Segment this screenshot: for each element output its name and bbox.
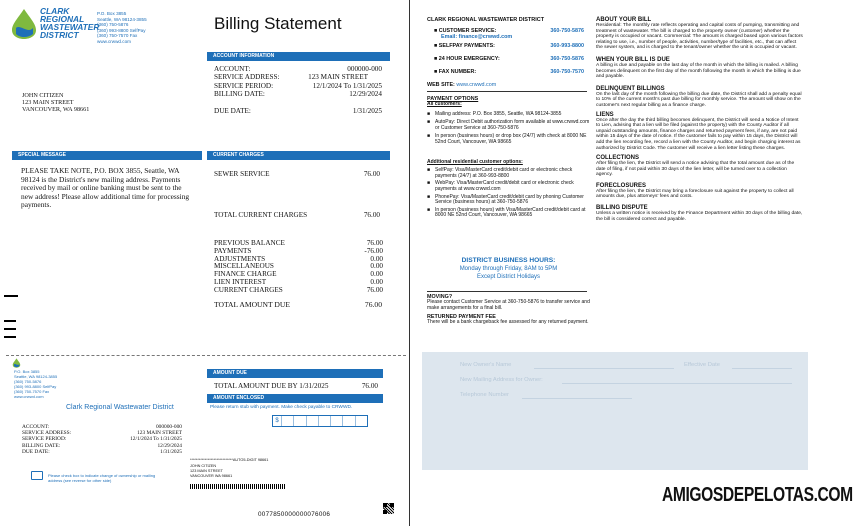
payment-option-item: ■ SelfPay: Visa/MasterCard credit/debit card or electronic check payments (24/7) at 360-993-8800	[427, 167, 573, 179]
address-line: Seattle, WA 98124-3855	[97, 16, 147, 22]
total-amount-due-row: TOTAL AMOUNT DUE 76.00	[214, 300, 382, 309]
stub-total-due-row: TOTAL AMOUNT DUE BY 1/31/2025 76.00	[214, 382, 378, 390]
hours-title: DISTRICT BUSINESS HOURS:	[461, 257, 556, 264]
when-due-header: WHEN YOUR BILL IS DUE	[596, 56, 670, 63]
due-date-row: DUE DATE: 1/31/2025	[214, 107, 382, 116]
scanline: 0077850000000076006	[258, 511, 331, 518]
fold-mark	[4, 336, 16, 338]
stub-row: SERVICE PERIOD: 12/1/2024 To 1/31/2025	[22, 436, 182, 443]
summary-row: PAYMENTS -76.00	[214, 246, 383, 255]
contact-row: ■ SELFPAY PAYMENTS: 360-993-8800	[434, 43, 584, 49]
balance-summary	[214, 240, 383, 295]
payment-option-item: ■ In person (business hours) or drop box (24/7) with check at 8000 NE 52nd Court, Vancouver, WA 98665	[427, 133, 587, 145]
returned-fee-text: There will be a bank chargeback fee assessed for any returned payment.	[427, 319, 589, 326]
address-line: (360) 993-8800 SelfPay	[97, 27, 146, 33]
website-line: WEB SITE: www.crwwd.com	[427, 82, 497, 88]
ownership-change-checkbox[interactable]	[31, 471, 43, 480]
total-current-charges-row: TOTAL CURRENT CHARGES 76.00	[214, 211, 380, 219]
dollar-sign: $	[273, 416, 282, 426]
summary-row: CURRENT CHARGES 76.00	[214, 285, 383, 294]
address-line: (360) 993-8800 SelfPay	[14, 384, 57, 389]
collections-text: After filing the lien, the District will send a notice advising that the total amount due as of the date of filing, if not paid within 30 days of the lien letter, will be turned over to a collection agency.	[596, 161, 795, 178]
dispute-text: Unless a written notice is received by the Finance Department within 30 days of the billing date, the bill is considered correct and payable.	[596, 211, 803, 222]
statement-front-page	[0, 0, 408, 526]
new-address-label: New Mailing Address for Owner:	[460, 377, 543, 383]
effective-date-label: Effective Date	[684, 362, 720, 368]
about-header: ABOUT YOUR BILL	[596, 17, 652, 23]
ownership-form	[422, 352, 808, 470]
account-info	[214, 65, 382, 115]
liens-text: Once after the day the third billing becomes delinquent, the District will send a Notice of Intent to Lien, advising that a lien will be filed (against the property) with the County Auditor if all unpaid outstanding amounts, finance charges and returned payment fees, if any, are not paid within 15 days of the date of notice. If the customer fails to pay within 15 days, the District will add the lien recording fee, record a lien with the County Auditor, and begin charging interest as authorized by District Code. The customer will receive a lien letter listing these charges.	[596, 117, 801, 151]
summary-row: MISCELLANEOUS 0.00	[214, 262, 383, 271]
digit-box[interactable]	[294, 416, 306, 426]
new-owner-label: New Owner's Name	[460, 362, 512, 368]
district-logo	[10, 6, 100, 42]
service-period-row: SERVICE PERIOD: 12/1/2024 To 1/31/2025	[214, 81, 382, 90]
stub-row: ACCOUNT: 000000-000	[22, 424, 182, 430]
payment-option-item: ■ WebPay: Visa/MasterCard credit/debit card or electronic check payments at www.crwwd.com	[427, 180, 574, 192]
billing-date-row: BILLING DATE: 12/29/2024	[214, 89, 382, 98]
summary-row: FINANCE CHARGE 0.00	[214, 270, 383, 279]
payment-option-item: ■ AutoPay: Direct Debit authorization form available at www.crwwd.com or Customer Service at 360-750-5876	[427, 119, 590, 131]
divider	[427, 291, 587, 292]
contact-row: ■ CUSTOMER SERVICE: Email: finance@crwwd.com 360-750-5876	[434, 28, 584, 40]
customer-street: 123 MAIN STREET	[22, 99, 74, 106]
fold-mark	[4, 328, 16, 330]
new-address-field[interactable]	[562, 383, 792, 384]
mailing-address	[190, 464, 232, 479]
foreclosures-header: FORECLOSURES	[596, 182, 647, 189]
address-line: (360) 750-7570 Fax	[97, 33, 138, 38]
logo-line-2: REGIONAL	[40, 14, 85, 24]
address-line: (360) 750-5876	[97, 22, 129, 27]
digit-box[interactable]	[356, 416, 367, 426]
address-line: P.O. Box 3855	[97, 11, 127, 16]
payment-options-header: PAYMENT OPTIONS	[427, 96, 479, 102]
business-hours	[427, 257, 590, 280]
summary-row: ADJUSTMENTS 0.00	[214, 254, 383, 263]
customer-name: JOHN CITIZEN	[22, 92, 64, 99]
digit-box[interactable]	[331, 416, 343, 426]
new-owner-field[interactable]	[534, 368, 674, 369]
qr-code-icon	[383, 503, 394, 514]
address-line: www.crwwd.com	[14, 394, 44, 399]
district-name-header: CLARK REGIONAL WASTEWATER DISTRICT	[427, 17, 545, 23]
mail-line: VANCOUVER WA 98661	[190, 474, 233, 478]
about-text: Residential: The monthly rate reflects operating and capital costs of pumping, transmitting and treatment of wastewater. The bill is charged to the property owner (customer) whether the property is occupied or vacant. Commercial: The amount is charged based upon various factors relating to use, i.e., number of people, activities, number/type of facilities, etc., that can affect the sewer system, and is charged to the tenant/owner whether the unit is occupied or vacant.	[596, 23, 803, 51]
address-line: P.O. Box 3855	[14, 369, 40, 374]
divider	[427, 91, 587, 92]
stub-account-info	[22, 424, 182, 455]
hours-text: Monday through Friday, 8AM to 5PM	[459, 266, 558, 272]
liens-header: LIENS	[596, 111, 614, 118]
payment-option-item: ■ In person (business hours) with Visa/MasterCard credit/debit card at 8000 NE 52nd Court, Vancouver, WA 98665	[427, 206, 586, 219]
account-row: ACCOUNT: 000000-000	[214, 65, 382, 73]
holidays-text: Except District Holidays	[476, 274, 541, 280]
payment-options	[427, 96, 590, 221]
payment-option-item: ■ Mailing address: P.O. Box 3855, Seattle, WA 98124-3855	[427, 110, 562, 117]
moving-text: Please contact Customer Service at 360-750-5876 to transfer service and make arrangements for a final bill.	[427, 299, 590, 311]
logo-line-1: CLARK	[40, 6, 70, 16]
fold-mark	[4, 295, 18, 297]
website-link[interactable]: www.crwwd.com	[456, 82, 497, 88]
summary-row: PREVIOUS BALANCE 76.00	[214, 239, 383, 247]
stub-district-address	[14, 369, 57, 399]
digit-box[interactable]	[307, 416, 319, 426]
all-customers-label: All customers:	[427, 101, 462, 107]
residential-label: Additional residential customer options:	[427, 158, 523, 165]
phone-label: Telephone Number	[460, 392, 509, 398]
mail-line: JOHN CITIZEN	[190, 464, 217, 468]
moving-section	[427, 294, 590, 326]
bill-info-column	[596, 17, 803, 222]
customer-address	[22, 92, 89, 113]
digit-box[interactable]	[319, 416, 331, 426]
digit-box[interactable]	[282, 416, 294, 426]
delinquent-text: On the last day of the month following the billing due date, the District shall add a penalty equal to 10% of the current month's past due billing for monthly service. The amount will show on the customer's next regular billing as a finance charge.	[596, 91, 802, 108]
address-line: Seattle, WA 98124-3855	[14, 374, 58, 379]
district-address	[97, 11, 147, 44]
phone-field[interactable]	[522, 398, 632, 399]
postal-barcode	[190, 484, 285, 489]
stub-amount-due-header: AMOUNT DUE	[207, 369, 383, 378]
contact-list	[434, 28, 584, 82]
when-due-text: A billing is due and payable on the last day of the month in which the billing is mailed. A billing becomes delinquent on the first day of the month following the month in which the billing is due and payable.	[596, 62, 801, 80]
collections-header: COLLECTIONS	[596, 155, 639, 162]
address-line: (360) 750-5876	[14, 379, 42, 384]
payment-option-item: ■ PhonePay: Visa/MasterCard credit/debit card by phoning Customer Service (business hours) at 360-750-5876	[427, 193, 584, 206]
perforation-line	[6, 355, 406, 356]
amount-enclosed-input[interactable]	[272, 415, 368, 427]
water-drop-icon	[12, 358, 21, 368]
customer-city: VANCOUVER, WA 98661	[22, 106, 90, 113]
contact-row: ■ FAX NUMBER: 360-750-7570	[434, 69, 584, 75]
page-title: Billing Statement	[214, 14, 342, 33]
sewer-service-row: SEWER SERVICE 76.00	[214, 170, 380, 178]
logo-line-4: DISTRICT	[40, 30, 79, 40]
watermark: AMIGOSDEPELOTAS.COM	[662, 484, 853, 506]
delinquent-header: DELINQUENT BILLINGS	[596, 85, 665, 92]
special-message-header: SPECIAL MESSAGE	[12, 151, 202, 160]
digit-box[interactable]	[343, 416, 355, 426]
moving-header: MOVING?	[427, 294, 453, 300]
dispute-header: BILLING DISPUTE	[596, 205, 648, 212]
address-line: (360) 750-7570 Fax	[14, 389, 50, 394]
account-info-header: ACCOUNT INFORMATION	[207, 52, 390, 61]
service-address-row: SERVICE ADDRESS: 123 MAIN STREET	[214, 73, 368, 82]
returned-fee-header: RETURNED PAYMENT FEE	[427, 314, 496, 321]
summary-row: LIEN INTEREST 0.00	[214, 277, 383, 286]
mailing-code: *****************************AUTO5-DIGIT 98661	[190, 458, 269, 462]
statement-back-page	[410, 0, 853, 526]
current-charges-header: CURRENT CHARGES	[207, 151, 390, 160]
mail-line: 123 MAIN STREET	[190, 469, 223, 473]
stub-district-name: Clark Regional Wastewater District	[66, 404, 174, 411]
logo-line-3: WASTEWATER	[40, 22, 100, 32]
fold-mark	[4, 320, 16, 322]
ownership-change-note: Please check box to indicate change of ownership or mailing address (see reverse for other side)	[48, 473, 156, 483]
contact-row: ■ 24 HOUR EMERGENCY: 360-750-5876	[434, 56, 584, 62]
water-drop-icon	[10, 8, 38, 40]
stub-row: SERVICE ADDRESS: 123 MAIN STREET	[22, 430, 182, 437]
stub-row: BILLING DATE: 12/29/2024	[22, 442, 182, 449]
amount-enclosed-header: AMOUNT ENCLOSED	[207, 394, 383, 403]
special-message-text: PLEASE TAKE NOTE, P.O. BOX 3855, Seattle, WA 98124 is the District's new mailing address. Payments received by mail or online banking must be sent to the new address! Please allow additional time for processing payments.	[21, 166, 190, 209]
foreclosures-text: After filing the lien, the District may bring a foreclosure suit against the property to collect all amounts due, plus attorneys' fees and costs.	[596, 188, 794, 200]
address-line: www.crwwd.com	[97, 38, 131, 44]
effective-date-field[interactable]	[732, 368, 792, 369]
stub-return-note: Please return stub with payment. Make check payable to CRWWD.	[210, 405, 353, 410]
stub-row: DUE DATE: 1/31/2025	[22, 448, 182, 455]
